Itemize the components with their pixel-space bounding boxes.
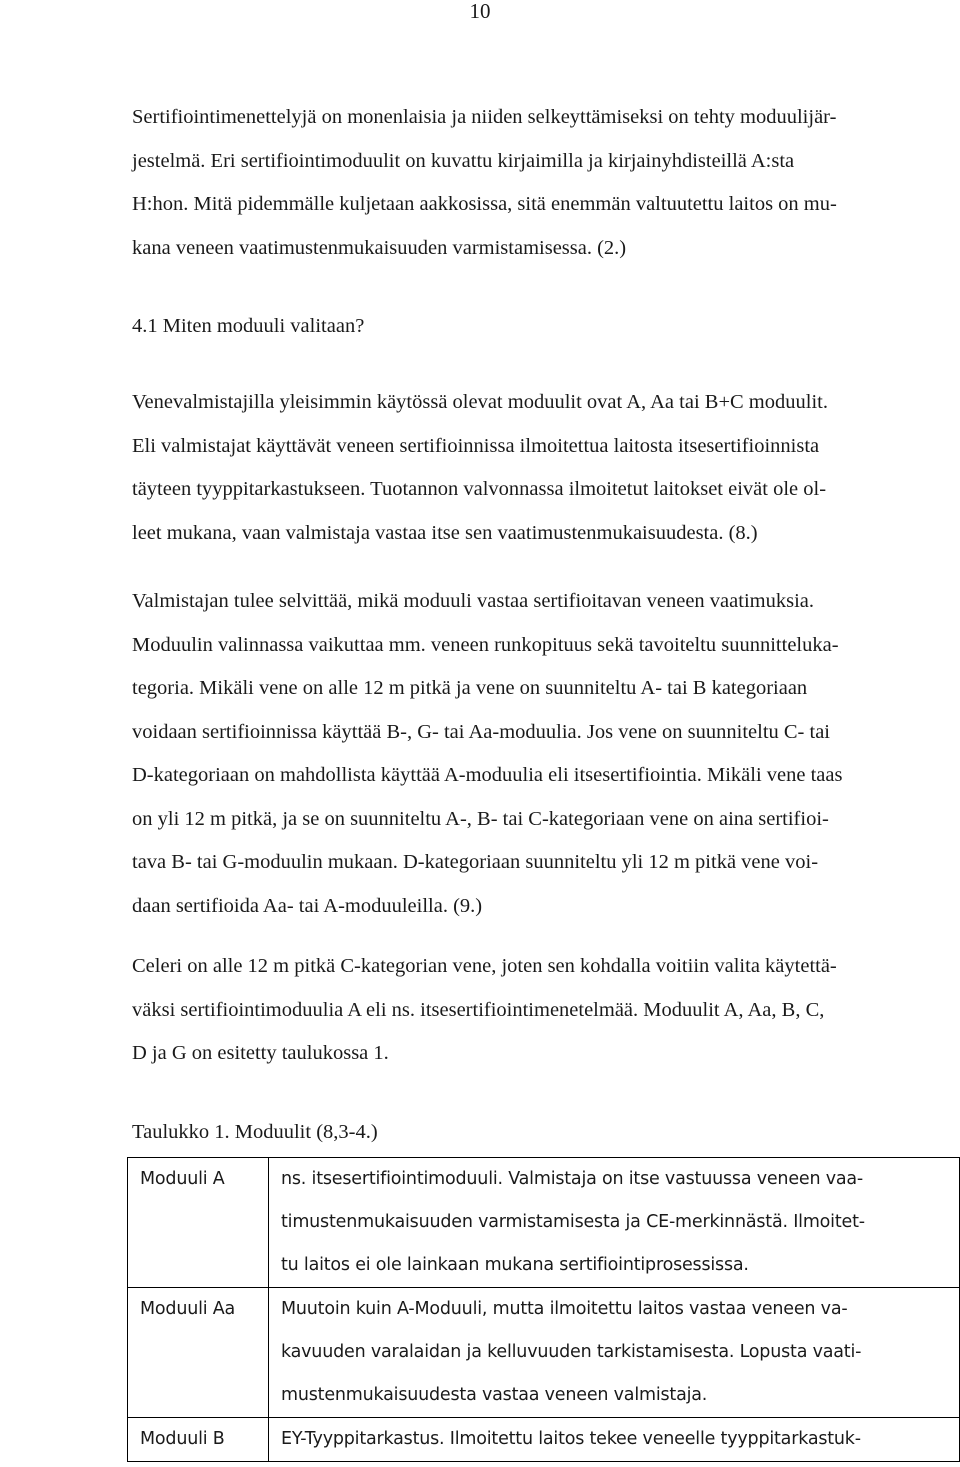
text-line: tegoria. Mikäli vene on alle 12 m pitkä ja vene on suunniteltu A- tai B kategoriaan xyxy=(132,677,808,699)
text-line: Valmistajan tulee selvittää, mikä moduuli vastaa sertifioitavan veneen vaatimuksia. xyxy=(132,590,814,612)
module-name: Moduuli A xyxy=(140,1169,225,1189)
text-line: Venevalmistajilla yleisimmin käytössä olevat moduulit ovat A, Aa tai B+C moduulit. xyxy=(132,391,828,413)
module-name: Moduuli B xyxy=(140,1429,225,1449)
module-name: Moduuli Aa xyxy=(140,1299,236,1319)
table-row xyxy=(128,1158,960,1288)
paragraph-module-usage xyxy=(132,381,960,555)
text-line: kana veneen vaatimustenmukaisuuden varmistamisessa. (2.) xyxy=(132,236,627,259)
paragraph-module-selection xyxy=(132,580,960,928)
text-line: D ja G on esitetty taulukossa 1. xyxy=(132,1042,389,1064)
text-line: D-kategoriaan on mahdollista käyttää A-moduulia eli itsesertifiointia. Mikäli vene taas xyxy=(132,764,843,786)
description-line: tu laitos ei ole lainkaan mukana sertifiointiprosessissa. xyxy=(281,1255,749,1275)
paragraph-celeri xyxy=(132,945,960,1076)
text-line: Celeri on alle 12 m pitkä C-kategorian vene, joten sen kohdalla voitiin valita käytettä- xyxy=(132,955,837,977)
text-line: väksi sertifiointimoduulia A eli ns. itsesertifiointimenetelmää. Moduulit A, Aa, B, C, xyxy=(132,998,825,1021)
text-line: tava B- tai G-moduulin mukaan. D-kategoriaan suunniteltu yli 12 m pitkä vene voi- xyxy=(132,851,819,873)
module-description-cell xyxy=(269,1288,960,1418)
module-description-cell xyxy=(269,1158,960,1288)
module-name-cell xyxy=(128,1418,269,1462)
text-line: voidaan sertifioinnissa käyttää B-, G- tai Aa-moduulia. Jos vene on suunniteltu C- tai xyxy=(132,720,831,743)
text-line: Sertifiointimenettelyjä on monenlaisia ja niiden selkeyttämiseksi on tehty moduulijär- xyxy=(132,106,837,128)
description-line: mustenmukaisuudesta vastaa veneen valmistaja. xyxy=(281,1385,708,1405)
module-description-cell xyxy=(269,1418,960,1462)
table-caption: Taulukko 1. Moduulit (8,3-4.) xyxy=(132,1121,378,1143)
text-line: Eli valmistajat käyttävät veneen sertifioinnissa ilmoitettua laitosta itsesertifioinnista xyxy=(132,434,820,457)
description-line: Muutoin kuin A-Moduuli, mutta ilmoitettu laitos vastaa veneen va- xyxy=(281,1299,848,1319)
intro-paragraph xyxy=(132,96,960,270)
module-name-cell xyxy=(128,1158,269,1288)
description-line: ns. itsesertifiointimoduuli. Valmistaja on itse vastuussa veneen vaa- xyxy=(281,1169,864,1189)
module-name-cell xyxy=(128,1288,269,1418)
text-line: on yli 12 m pitkä, ja se on suunniteltu A-, B- tai C-kategoriaan vene on aina sertifioi- xyxy=(132,807,829,830)
section-heading: 4.1 Miten moduuli valitaan? xyxy=(132,315,365,337)
description-line: timustenmukaisuuden varmistamisesta ja CE-merkinnästä. Ilmoitet- xyxy=(281,1212,865,1232)
modules-table xyxy=(127,1157,960,1462)
text-line: daan sertifioida Aa- tai A-moduuleilla. (9.) xyxy=(132,894,483,917)
description-line: EY-Tyyppitarkastus. Ilmoitettu laitos tekee veneelle tyyppitarkastuk- xyxy=(281,1429,861,1449)
text-line: täyteen tyyppitarkastukseen. Tuotannon valvonnassa ilmoitetut laitokset eivät ole ol- xyxy=(132,478,827,500)
text-line: H:hon. Mitä pidemmälle kuljetaan aakkosissa, sitä enemmän valtuutettu laitos on mu- xyxy=(132,193,837,215)
page-number: 10 xyxy=(469,0,491,23)
text-line: jestelmä. Eri sertifiointimoduulit on kuvattu kirjaimilla ja kirjainyhdisteillä A:sta xyxy=(132,149,795,172)
table-row xyxy=(128,1418,960,1462)
table-row xyxy=(128,1288,960,1418)
text-line: Moduulin valinnassa vaikuttaa mm. veneen runkopituus sekä tavoiteltu suunnitteluka- xyxy=(132,633,839,656)
description-line: kavuuden varalaidan ja kelluvuuden tarkistamisesta. Lopusta vaati- xyxy=(281,1342,862,1362)
text-line: leet mukana, vaan valmistaja vastaa itse sen vaatimustenmukaisuudesta. (8.) xyxy=(132,521,758,544)
